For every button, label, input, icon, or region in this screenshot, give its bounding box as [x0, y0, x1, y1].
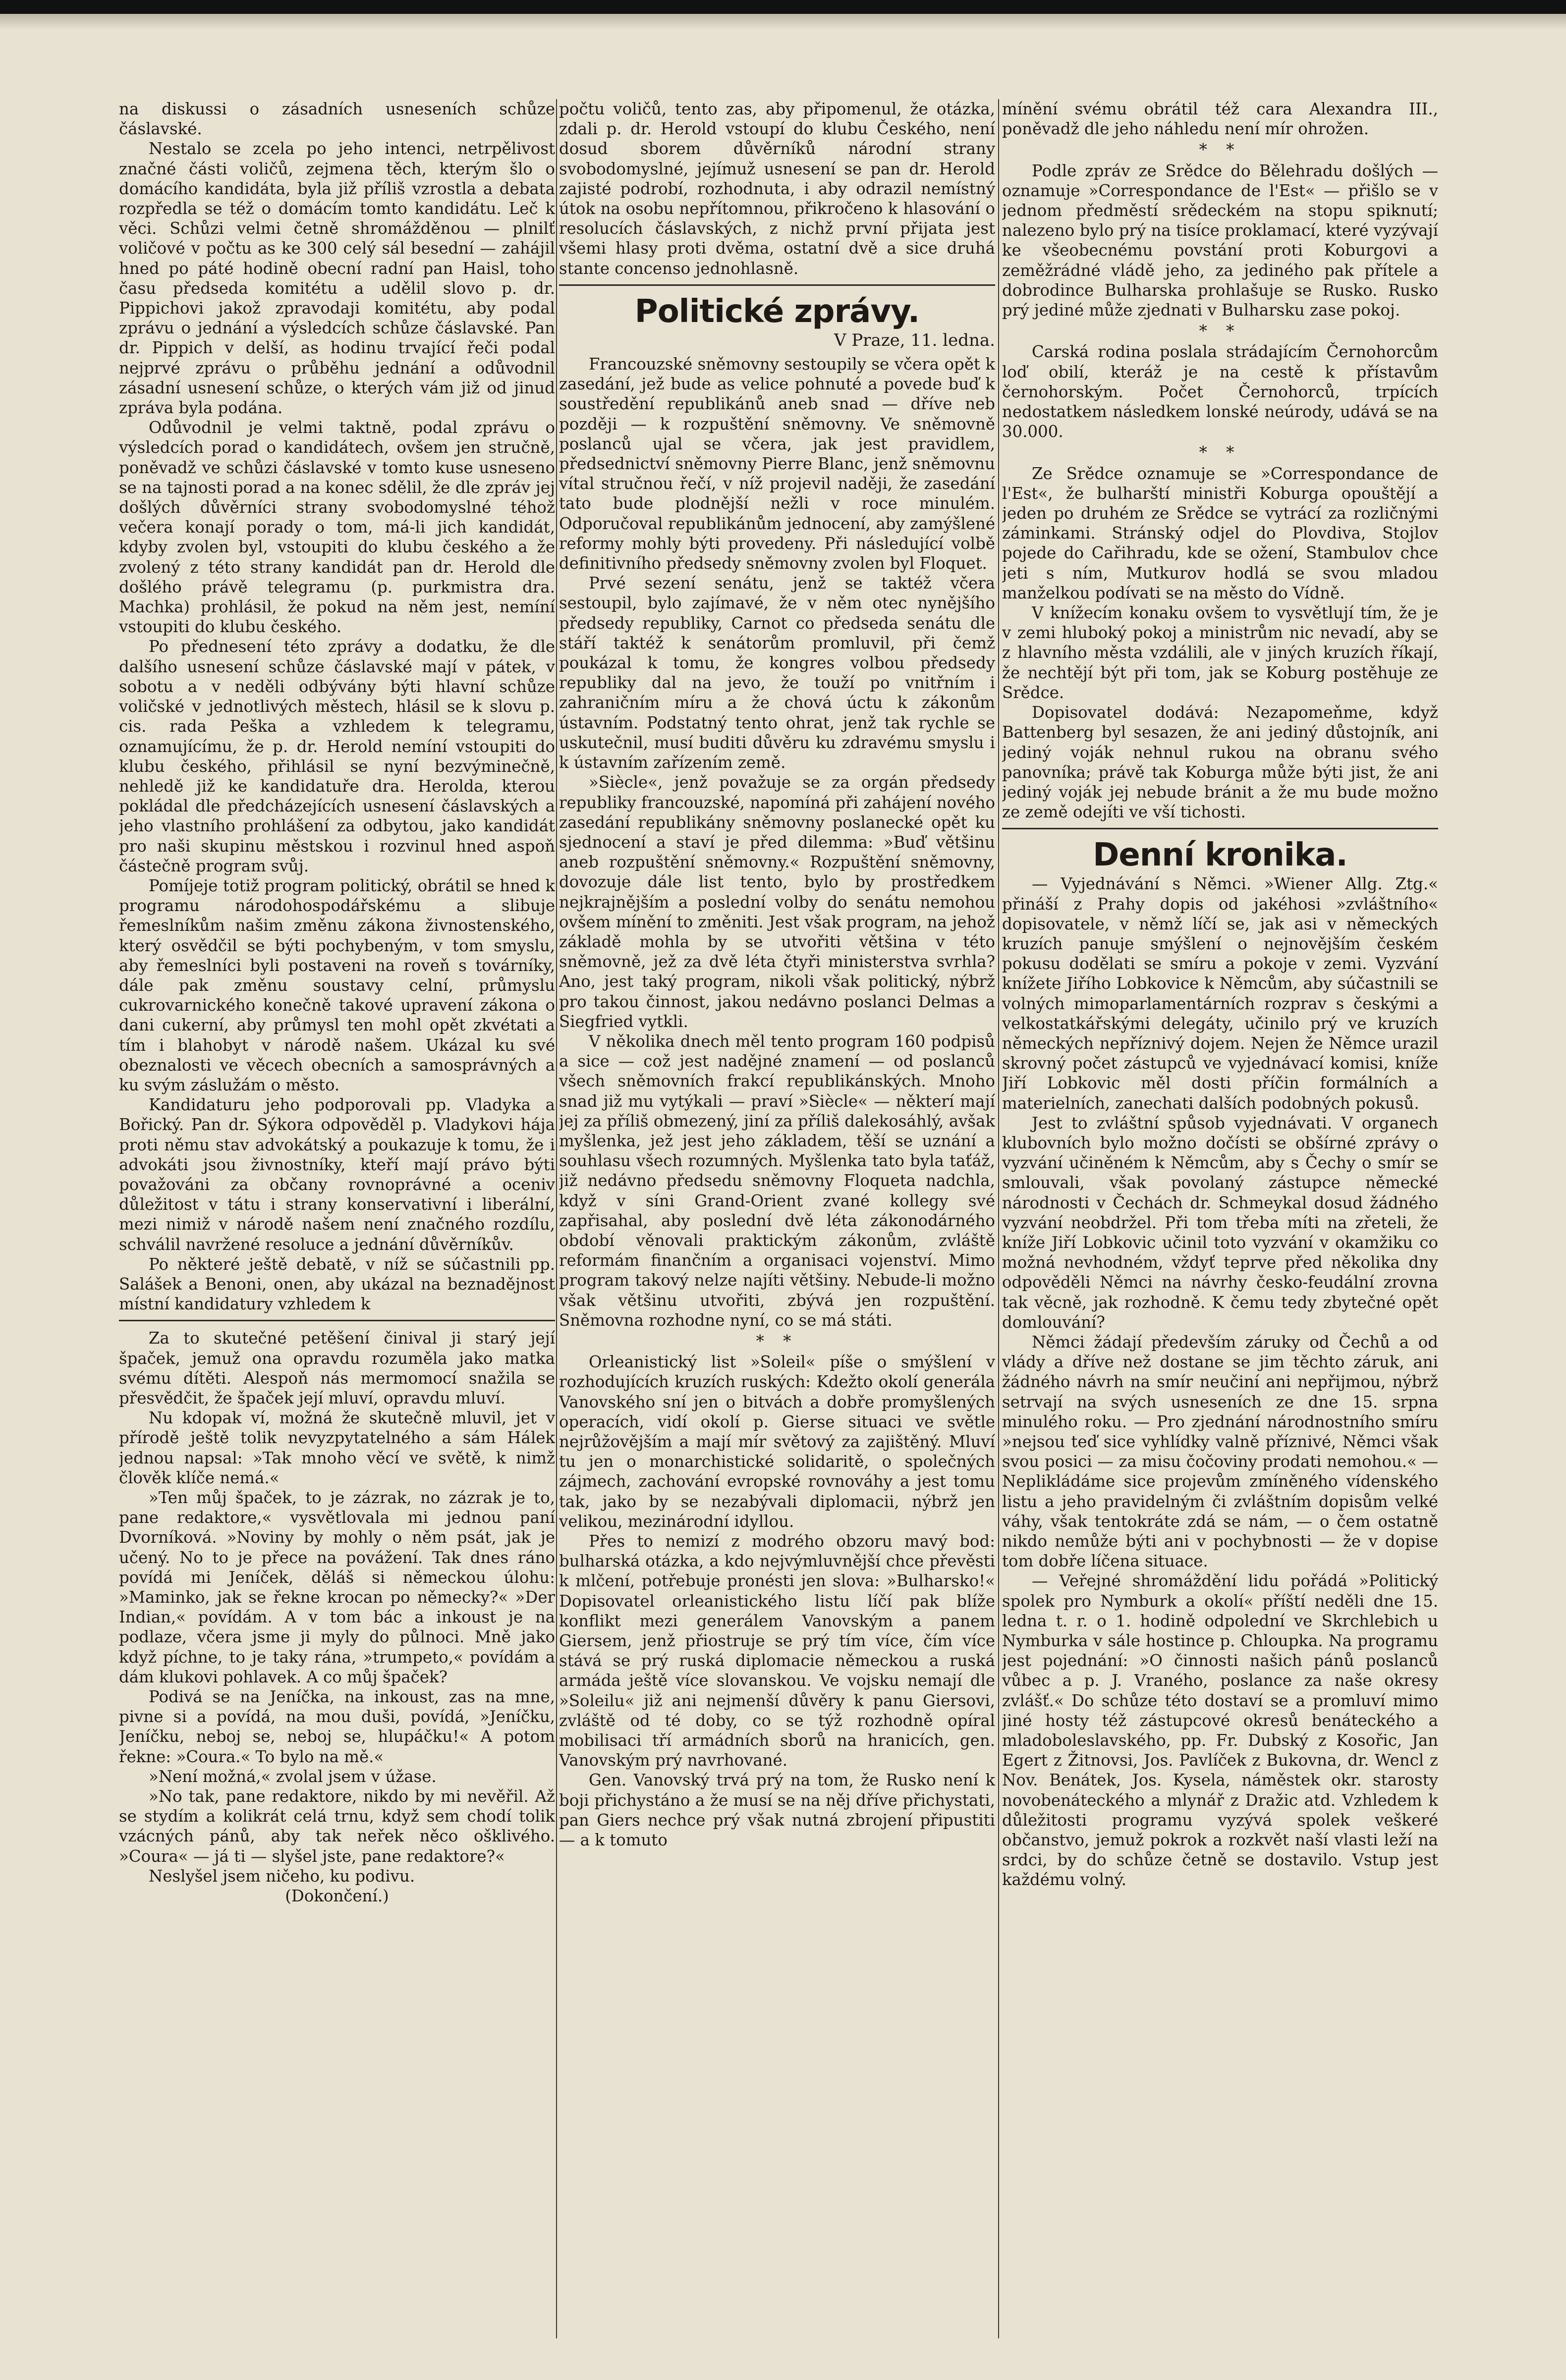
- paragraph: — Veřejné shromáždění lidu pořádá »Politický spolek pro Nymburk a okolí« příští neděli dne 15. ledna t. r. o 1. hodině odpolední ve Skrchlebich u Nymburka v sále hostince p. Chloupka. Na programu jest pojednání: »O činnosti našich pánů poslanců vůbec a p. J. Vraného, poslance za naše okresy zvlášť.« Do schůze této dostaví se a promluví mimo jiné hosty též zástupcové okresů benáteckého a mladoboleslavského, pp. Fr. Dubský z Kosořic, Jan Egert z Žitnovsi, Jos. Pavlíček z Bukovna, dr. Wencl z Nov. Benátek, Jos. Kysela, náměstek okr. starosty novobenáteckého a mlynář z Dražic atd. Vzhledem k důležitosti programu vyzývá spolek veškeré občanstvo, jemuž pokrok a rozkvět naší vlasti leží na srdci, by do schůze četně se dostavilo. Vstup jest každému volný.: [1002, 1571, 1438, 1890]
- section-heading: Politické zprávy.: [634, 293, 920, 330]
- feuilleton-paragraph: »Není možná,« zvolal jsem v úžase.: [149, 1767, 437, 1786]
- paragraph: na diskussi o zásadních usneseních schůze čáslavské.: [119, 100, 555, 139]
- paragraph: Kandidaturu jeho podporovali pp. Vladyka a Bořický. Pan dr. Sýkora odpověděl p. Vladykovi hája proti němu stav advokátský a poukazuje k tomu, že i advokáti jsou živnostníky, kteří mají právo býti považováni za občany rovnoprávné a oceniv důležitost v tátu i strany konservativní i liberální, mezi nimiž v národě našem není značného rozdílu, schválil navržené resoluce a jednání důvěrníkův.: [119, 1095, 555, 1254]
- feuilleton-paragraph: Nu kdopak ví, možná že skutečně mluvil, jet v přírodě ještě tolik nevyzpytatelného a sám Hálek jednou napsal: »Tak mnoho věcí ve světě, k nimž člověk klíče nemá.«: [119, 1408, 555, 1487]
- paragraph: Nestalo se zcela po jeho intenci, netrpělivost značné části voličů, zejmena těch, kterým šlo o domácího kandidáta, byla již příliš vzrostla a debata rozpředla se též o domácím tomto kandidátu. Leč k věci. Schůzi velmi četně shromážděnou — plnilť voličové v počtu as ke 300 celý sál besední — zahájil hned po páté hodině obecní radní pan Haisl, toho času předseda komitétu a udělil slovo p. dr. Pippichovi jakož zpravodaji komitétu, aby podal zprávu o jednání a výsledcích schůze čáslavské. Pan dr. Pippich v delší, as hodinu trvající řeči podal nejprvé zprávu o průběhu jednání a odůvodnil zásadní usnesení schůze, o kterých vám již od jinud zpráva byla podána.: [119, 139, 555, 418]
- paragraph: mínění svému obrátil též cara Alexandra III., poněvadž dle jeho náhledu není mír ohrožen.: [1002, 100, 1438, 139]
- paragraph: Pomíjeje totiž program politický, obrátil se hned k programu národohospodářskému a slibuje řemeslníkům našim změnu zákona živnostenského, který osvědčil se býti pochybeným, v tom smyslu, aby řemeslníci byli postaveni na roveň s továrníky, dále pak změnu soustavy celní, průmyslu cukrovarnického konečně takové upravení zákona o dani cukerní, aby průmysl ten mohl opět zkvétati a tím i blahobyt v národě našem. Ukázal ku své obeznalosti ve věcech obecních a samosprávných a ku svým záslužám o město.: [119, 876, 555, 1094]
- separator-stars: * *: [756, 1331, 798, 1351]
- paragraph: počtu voličů, tento zas, aby připomenul, že otázka, zdali p. dr. Herold vstoupí do klubu Českého, není dosud sborem důvěrníků národní strany svobodomyslné, jejímuž usnesení se pan dr. Herold zajisté podrobí, rozhodnuta, i aby odrazil nemístný útok na osobu nepřítomnou, přikročeno k hlasování o resolucích čáslavských, z nichž první přijata jest všemi hlasy proti dvěma, ostatní dvě a sice druhá stante concenso jednohlasně.: [559, 100, 995, 278]
- feuilleton-paragraph: Za to skutečné petěšení činival ji starý její špaček, jemuž ona opravdu rozuměla jako matka svému dítěti. Alespoň nás mermomocí snažila se přesvědčit, že špaček její mluví, opravdu mluví.: [119, 1329, 555, 1407]
- column-divider-2: [998, 99, 999, 2338]
- section-rule: [1002, 828, 1438, 829]
- paragraph: Po přednesení této zprávy a dodatku, že dle dalšího usnesení schůze čáslavské mají v pátek, v sobotu a v neděli odbývány býti hlavní schůze voličské v jednotlivých městech, hlásil se k slovu p. cis. rada Peška a vzhledem k telegramu, oznamujícímu, že p. dr. Herold nemíní vstoupiti do klubu českého, přihlásil se nyní bezvýminečně, nehledě již ke kandidatuře dra. Herolda, kterou pokládal dle předcházejících usnesení čáslavských a jeho vlastního prohlášení za odbytou, jako kandidát pro naši skupinu městskou i rozvinul hned aspoň částečně program svůj.: [119, 637, 555, 875]
- paragraph: — Vyjednávání s Němci. »Wiener Allg. Ztg.« přináší z Prahy dopis od jakéhosi »zvláštního« dopisovatele, v němž líčí se, jak asi v německých kruzích panuje smýšlení o nejnovějším českém pokusu dodělati se smíru a pokoje v zemi. Vyzvání knížete Jiřího Lobkovice k Němcům, aby súčastnili se volných mimoparlamentárních rozprav s českými a velkostatkářskými delegáty, učinilo prý ve kruzích německých nepříznivý dojem. Nejen že Němce urazil skrovný počet zástupců ve vyjednávací komisi, kníže Jiří Lobkovic měl dosti příčin formálních a materielních, zanechati dalších podobných pokusů.: [1002, 874, 1438, 1113]
- section-rule: [119, 1320, 555, 1321]
- feuilleton-paragraph: »Ten můj špaček, to je zázrak, no zázrak je to, pane redaktore,« vysvětlovala mi jednou paní Dvorníková. »Noviny by mohly o něm psát, jak je učený. No to je přece na povážení. Tak dnes ráno povídá mi Jeníček, děláš si německou úlohu: »Maminko, jak se řekne krocan po německy?« »Der Indian,« povídám. A v tom bác a inkoust je na podlaze, včera jsme ji myly do půlnoci. Mně jako když píchne, to je taky rána, »trumpeto,« povídám a dám klukovi pohlavek. A co můj špaček?: [119, 1488, 555, 1686]
- page-top-edge: [0, 0, 1566, 30]
- dateline: V Praze, 11. ledna.: [834, 330, 995, 350]
- paragraph: Odůvodnil je velmi taktně, podal zprávu o výsledcích porad o kandidátech, ovšem jen stručně, poněvadž ve schůzi čáslavské v tomto kuse usneseno se na tajnosti porad a na konec sdělil, že dle zpráv jej došlých důvěrníci strany svobodomyslné téhož večera konají porady o tom, má-li jich kandidát, kdyby zvolen byl, vstoupiti do klubu českého a že zvolený z této strany kandidát pan dr. Herold dle došlého právě telegramu (p. purkmistra dra. Machka) prohlásil, že pokud na něm jest, nemíní vstoupiti do klubu českého.: [119, 418, 555, 637]
- paragraph: Orleanistický list »Soleil« píše o smýšlení v rozhodujících kruzích ruských: Kdežto okolí generála Vanovského sní jen o bitvách a dobře promyšlených operacích, vidí okolí p. Gierse situaci ve světle nejrůžovějším a mají mír světový za zajištěný. Mluví tu jen o monarchistické solidaritě, o společných zájmech, zachování evropské rovnováhy a jest tomu tak, jako by se nezabývali diplomacii, nýbrž jen velikou, mezinárodní idyllou.: [559, 1352, 995, 1531]
- paragraph: Ze Srědce oznamuje se »Correspondance de l'Est«, že bulharští ministři Koburga opouštějí a jeden po druhém ze Srědce se vytrácí za rozličnými záminkami. Stránský odjel do Plovdiva, Stojlov pojede do Cařihradu, kde se ožení, Stambulov chce jeti s ním, Mutkurov hodlá se svou mladou manželkou podívati se na město do Vídně.: [1002, 464, 1438, 602]
- paragraph: V několika dnech měl tento program 160 podpisů a sice — což jest nadějné znamení — od poslanců všech sněmovních frakcí republikánských. Mnoho snad již mu vytýkali — praví »Siècle« — některí mají jej za příliš obmezený, jiní za příliš dalekosáhlý, avšak myšlenka, jež jest jeho základem, těší se uznání a souhlasu všech rozumných. Myšlenka tato byla taťáž, již nedávno předsedu sněmovny Floqueta nadchla, když v síni Grand-Orient zvané kollegy své zapřisahal, aby poslední dvě léta zákonodárného období věnovali praktickým zákonům, zvláště reformám finančním a organisaci vojenství. Mimo program takový nelze najíti většiny. Nebude-li možno však většinu utvořiti, zbývá jen rozpuštění. Sněmovna rozhodne nyní, co se má státi.: [559, 1031, 995, 1330]
- paragraph: Prvé sezení senátu, jenž se taktéž včera sestoupil, bylo zajímavé, že v něm otec nynějšího předsedy republiky, Carnot co předseda senátu dle stáří taktéž k senátorům promluvil, při čemž poukázal k tomu, že kongres volbou předsedy republiky dal na jevo, že touží po vnitřním i zahraničním míru a že chová úctu k zákonům ústavním. Podstatný tento ohrat, jenž tak rychle se uskutečnil, musí buditi důvěru ku zdravému smyslu i k ústavním zařízením země.: [559, 574, 995, 772]
- separator-stars: * *: [1199, 140, 1241, 160]
- feuilleton-paragraph: Podivá se na Jeníčka, na inkoust, zas na mne, pivne si a povídá, na mou duši, povídá, »Jeníčku, Jeníčku, neboj se, neboj se, hlupáčku!« A potom řekne: »Coura.« To bylo na mě.«: [119, 1687, 555, 1766]
- separator-stars: * *: [1199, 322, 1241, 341]
- section-heading: Denní kronika.: [1093, 837, 1347, 874]
- paragraph: Němci žádají především záruky od Čechů a od vlády a dříve než dostane se jim těchto záruk, ani žádného návrh na smír neučiní ani nepřijmou, nýbrž setrvají na svých usneseních ze dne 15. srpna minulého roku. — Pro zjednání národnostního smíru »nejsou teď sice vyhlídky valně příznivé, Němci však svou posici — za misu čočoviny prodati nemohou.« — Neplikládáme sice projevům zmíněného vídenského listu a jeho pravidelným či zvláštním dopisům velké váhy, však tentokráte zdá se nám, — o čem ostatně nikdo nemůže býti ani v pochybnosti — že v dopise tom dobře líčena situace.: [1002, 1332, 1438, 1571]
- column-2: [559, 99, 995, 2338]
- paragraph: Podle zpráv ze Srědce do Bělehradu došlých — oznamuje »Correspondance de l'Est« — přišlo se v jednom předměstí srědeckém na stopu spiknutí; nalezeno bylo prý na tisíce proklamací, které vyzývají ke všeobecnému povstání proti Koburgovi a zeměžrádné vládě jeho, za jediného pak přítele a dobrodince Bulharska prohlašuje se Rusko. Rusko prý jediné může zjednati v Bulharsku zase pokoj.: [1002, 161, 1438, 320]
- feuilleton-paragraph: »No tak, pane redaktore, nikdo by mi nevěřil. Až se stydím a kolikrát celá trnu, když sem chodí tolik vzácných pánů, aby tak neřek něco ošklivého. »Coura« — já ti — slyšel jste, pane redaktore?«: [119, 1787, 555, 1866]
- separator-stars: * *: [1199, 443, 1241, 462]
- paragraph: V knížecím konaku ovšem to vysvětlují tím, že je v zemi hluboký pokoj a ministrům nic nevadí, aby se z hlavního města vzdálili, ale v jiných kruzích říkají, že nechtějí být při tom, jak se Koburg postěhuje ze Srědce.: [1002, 603, 1438, 702]
- paragraph: Gen. Vanovský trvá prý na tom, že Rusko není k boji přichystáno a že musí se na něj dříve přichystati, pan Giers nechce prý však nutná zbrojení připustiti — a k tomuto: [559, 1771, 995, 1850]
- paragraph: Francouzské sněmovny sestoupily se včera opět k zasedání, jež bude as velice pohnuté a povede buď k soustředění republikánů aneb snad — dříve neb později — k rozpuštění sněmovny. Ve sněmovně poslanců ujal se včera, jak jest pravidlem, předsednictví sněmovny Pierre Blanc, jenž sněmovnu vítal stručnou řečí, v níž projevil naději, že zasedání tato bude plodnější nežli v roce minulém. Odporučoval republikánům jednocení, aby zamýšlené reformy mohly býti provedeny. Při následující volbě definitivního předsedy sněmovny zvolen byl Floquet.: [559, 355, 995, 573]
- continuation-note: (Dokončení.): [285, 1887, 389, 1906]
- paragraph: Dopisovatel dodává: Nezapomeňme, když Battenberg byl sesazen, že ani jediný důstojník, ani jediný voják nehnul rukou na obranu svého panovníka; právě tak Koburga může býti jist, že ani jediný voják jej nebude bránit a že mu bude možno ze země odejíti ve vší tichosti.: [1002, 703, 1438, 822]
- paragraph: Po některé ještě debatě, v níž se súčastnili pp. Salášek a Benoni, onen, aby ukázal na beznadějnost místní kandidatury vzhledem k: [119, 1254, 555, 1314]
- feuilleton-paragraph: Neslyšel jsem ničeho, ku podivu.: [149, 1866, 415, 1886]
- paragraph: »Siècle«, jenž považuje se za orgán předsedy republiky francouzské, napomíná při zahájení nového zasedání republikány sněmovny poslanecké opět ku sjednocení a staví je před dilemma: »Buď většinu aneb rozpuštění sněmovny.« Rozpuštění sněmovny, dovozuje dále list tento, bylo by prostředkem nejkrajnějším a poslední volby do senátu nemohou ovšem mínění to změniti. Jest však program, na jehož základě mohla by se utvořiti většina v této sněmovně, jež za dvě léta čtyři ministerstva svrhla? Ano, jest taký program, nikoli však politický, nýbrž pro takou činnost, jakou nedávno poslanci Delmas a Siegfried vytkli.: [559, 773, 995, 1031]
- column-divider-1: [556, 99, 557, 2338]
- column-3: [1002, 99, 1438, 2338]
- paragraph: Carská rodina poslala strádajícím Černohorcům loď obilí, kteráž je na cestě k přístavům černohorským. Počet Černohorců, trpících nedostatkem následkem lonské neúrody, udává se na 30.000.: [1002, 342, 1438, 441]
- column-1: [119, 99, 555, 2338]
- paragraph: Jest to zvláštní spůsob vyjednávati. V organech klubovních bylo možno dočísti se obšírné zprávy o vyzvání učiněném k Němcům, aby s Čechy o smír se smlouvali, však povolaný zástupce německé národnosti v Čechách dr. Schmeykal dosud žádného vyzvání neobdržel. Při tom třeba míti na zřeteli, že kníže Jiří Lobkovic učinil toto vyzvání v okamžiku co možná nevhodném, vždyť teprve před několika dny odpověděli Němci na návrhy česko-feudální zrovna tak věcně, jak rozhodně. K čemu tedy zbytečné opět domlouvání?: [1002, 1113, 1438, 1332]
- section-rule: [559, 284, 995, 286]
- paragraph: Přes to nemizí z modrého obzoru mavý bod: bulharská otázka, a kdo nejvýmluvnější chce převěsti k mlčení, potřebuje pronésti jen slova: »Bulharsko!« Dopisovatel orleanistického listu líčí pak blíže konflikt mezi generálem Vanovským a panem Giersem, jenž přiostruje se prý tím více, čím více stává se prý ruská diplomacie německou a ruská armáda ještě více slovanskou. Ve vojsku nemají dle »Soleilu« již ani nejmenší důvěry k panu Giersovi, zvláště od té doby, co se týž rozhodně opíral mobilisaci tří armádních sborů na hranicích, gen. Vanovským prý navrhované.: [559, 1532, 995, 1770]
